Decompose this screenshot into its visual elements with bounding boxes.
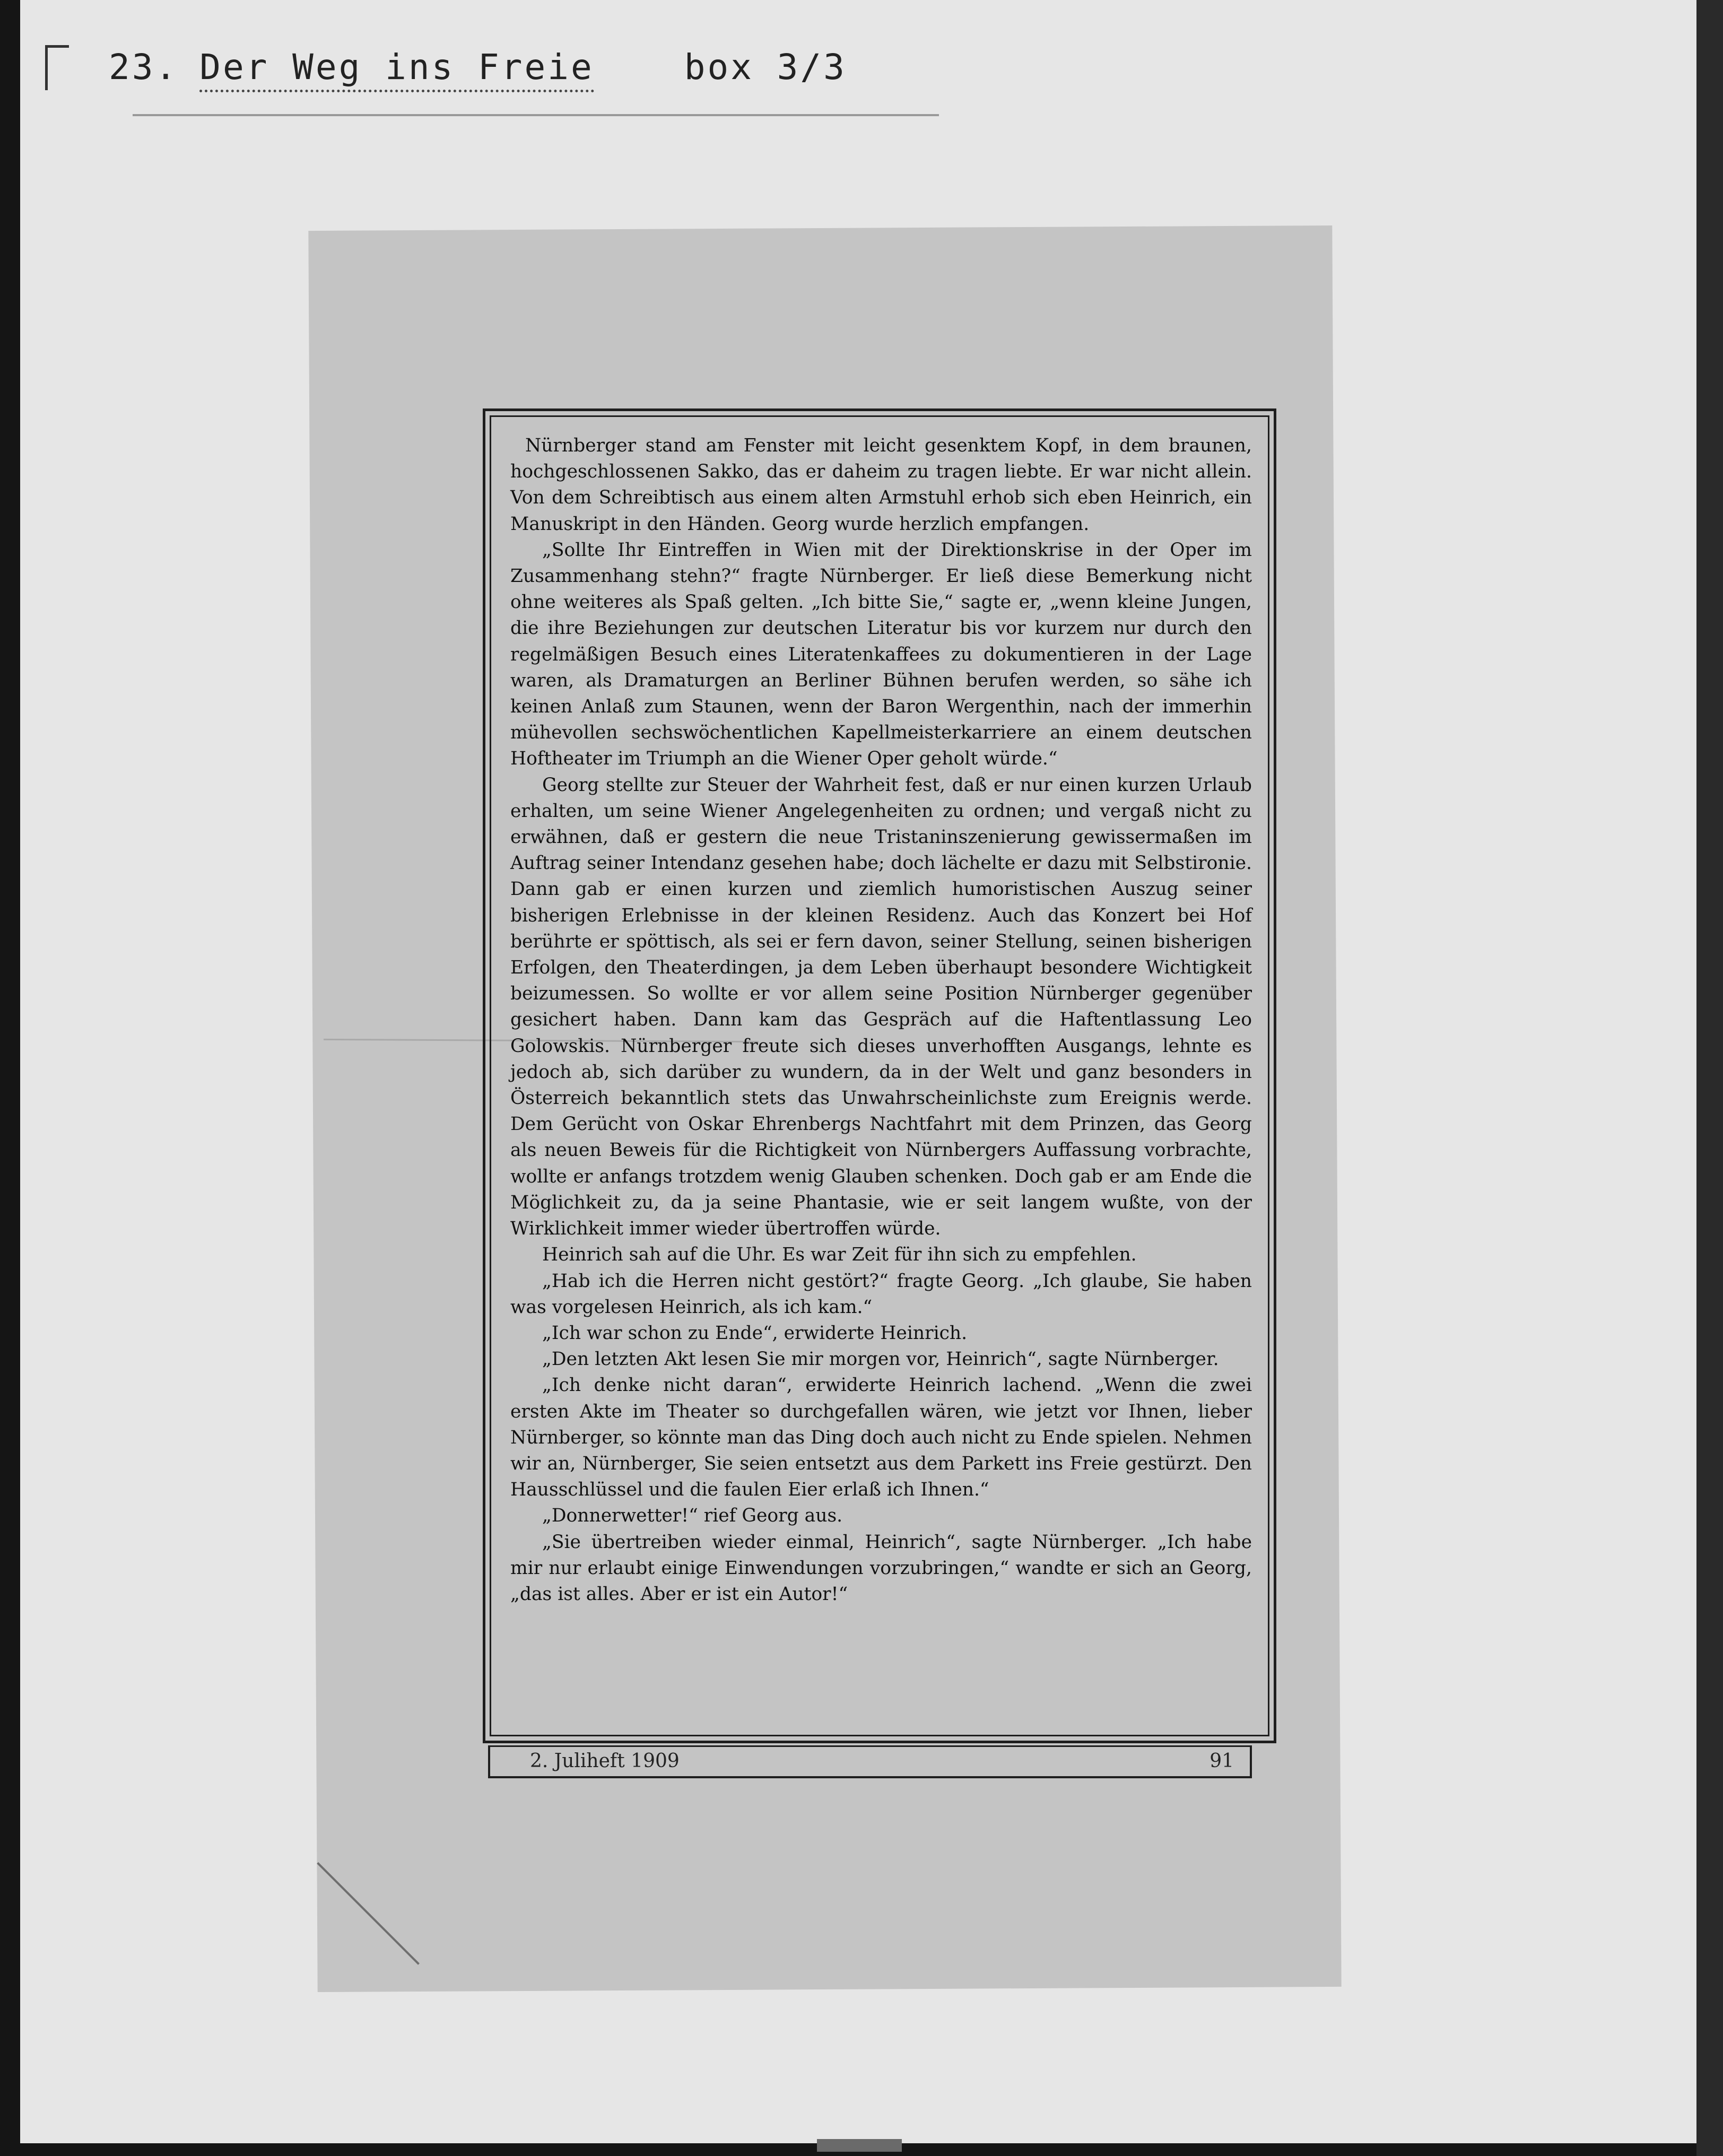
header-title: Der Weg ins Freie bbox=[199, 47, 594, 92]
article-paragraph: Georg stellte zur Steuer der Wahrheit fest, daß er nur einen kurzen Urlaub erhalten, um seine Wiener Angelegenheiten zu ordnen; und vergaß nicht zu erwähnen, daß er gestern die neue Tristaninszenierung gewissermaßen im Auftrag seiner Intendanz gesehen habe; doch lächelte er dazu mit Selbstironie. Dann gab er einen kurzen und ziemlich humoristischen Auszug seiner bisherigen Erlebnisse in der kleinen Residenz. Auch das Konzert bei Hof berührte er spöttisch, als sei er fern davon, seiner Stellung, seinen bisherigen Erfolgen, den Theaterdingen, ja dem Leben überhaupt besondere Wichtigkeit beizumessen. So wollte er vor allem seine Position Nürnberger gegenüber gesichert haben. Dann kam das Gespräch auf die Haftentlassung Leo Golowskis. Nürnberger freute sich dieses unverhofften Ausgangs, lehnte es jedoch ab, sich darüber zu wundern, da in der Welt und ganz besonders in Österreich bekanntlich stets das Unwahrscheinlichste zum Ereignis werde. Dem Gerücht von Oskar Ehrenbergs Nachtfahrt mit dem Prinzen, das Georg als neuen Beweis für die Richtigkeit von Nürnbergers Auffassung vorbrachte, wollte er anfangs trotzdem wenig Glauben schenken. Doch gab er am Ende die Möglichkeit zu, da ja seine Phantasie, wie er seit langem wußte, von der Wirklichkeit immer wieder übertroffen würde. bbox=[510, 774, 1252, 1240]
archive-header bbox=[109, 47, 847, 88]
article-frame bbox=[483, 408, 1276, 1743]
sheet-edge-shadow bbox=[1696, 0, 1723, 2156]
article-paragraph: „Den letzten Akt lesen Sie mir morgen vor, Heinrich“, sagte Nürnberger. bbox=[542, 1349, 1219, 1370]
header-rule bbox=[133, 114, 939, 116]
article-paragraph: Nürnberger stand am Fenster mit leicht gesenktem Kopf, in dem braunen, hochgeschlossenen Sakko, das er daheim zu tragen liebte. Er war nicht allein. Von dem Schreibtisch aus einem alten Armstuhl erhob sich eben Heinrich, ein Manuskript in den Händen. Georg wurde herzlich empfangen. bbox=[510, 435, 1252, 535]
article-paragraph: „Ich war schon zu Ende“, erwiderte Heinrich. bbox=[542, 1322, 968, 1344]
issue-date: 2. Juliheft 1909 bbox=[530, 1750, 680, 1772]
article-paragraph: „Ich denke nicht daran“, erwiderte Heinrich lachend. „Wenn die zwei ersten Akte im Theater so durchgefallen wären, wie jetzt vor Ihnen, lieber Nürnberger, so könnte man das Ding doch auch nicht zu Ende spielen. Nehmen wir an, Nürnberger, Sie seien entsetzt aus dem Parkett ins Freie gestürzt. Den Hausschlüssel und die faulen Eier erlaß ich Ihnen.“ bbox=[510, 1375, 1252, 1501]
article-paragraph: Heinrich sah auf die Uhr. Es war Zeit für ihn sich zu empfehlen. bbox=[542, 1244, 1137, 1266]
article-footer bbox=[488, 1745, 1252, 1778]
page-number: 91 bbox=[1209, 1750, 1234, 1772]
article-paragraph: „Sollte Ihr Eintreffen in Wien mit der Direktionskrise in der Oper im Zusammenhang stehn?“ fragte Nürnberger. Er ließ diese Bemerkung nicht ohne weiteres als Spaß gelten. „Ich bitte Sie,“ sagte er, „wenn kleine Jungen, die ihre Beziehungen zur deutschen Literatur bis vor kurzem nur durch den regelmäßigen Besuch eines Literatenkaffees zu dokumentieren in der Lage waren, als Dramaturgen an Berliner Bühnen berufen werden, so sähe ich keinen Anlaß zum Staunen, wenn der Baron Wergenthin, nach der immerhin mühevollen sechswöchentlichen Kapellmeisterkarriere an einem deutschen Hoftheater im Triumph an die Wiener Oper geholt würde.“ bbox=[510, 539, 1252, 770]
article-paragraph: „Hab ich die Herren nicht gestört?“ fragte Georg. „Ich glaube, Sie haben was vorgelesen Heinrich, als ich kam.“ bbox=[510, 1270, 1252, 1318]
corner-bracket-mark bbox=[45, 45, 69, 90]
header-box-label: box 3/3 bbox=[684, 47, 847, 88]
article-paragraph: „Sie übertreiben wieder einmal, Heinrich“, sagte Nürnberger. „Ich habe mir nur erlaubt einige Einwendungen vorzubringen,“ wandte er sich an Georg, „das ist alles. Aber er ist ein Autor!“ bbox=[510, 1531, 1252, 1605]
header-number: 23. bbox=[109, 47, 179, 88]
bottom-edge-mark bbox=[817, 2139, 902, 2152]
article-paragraph: „Donnerwetter!“ rief Georg aus. bbox=[542, 1505, 843, 1527]
article-text bbox=[490, 415, 1269, 1736]
